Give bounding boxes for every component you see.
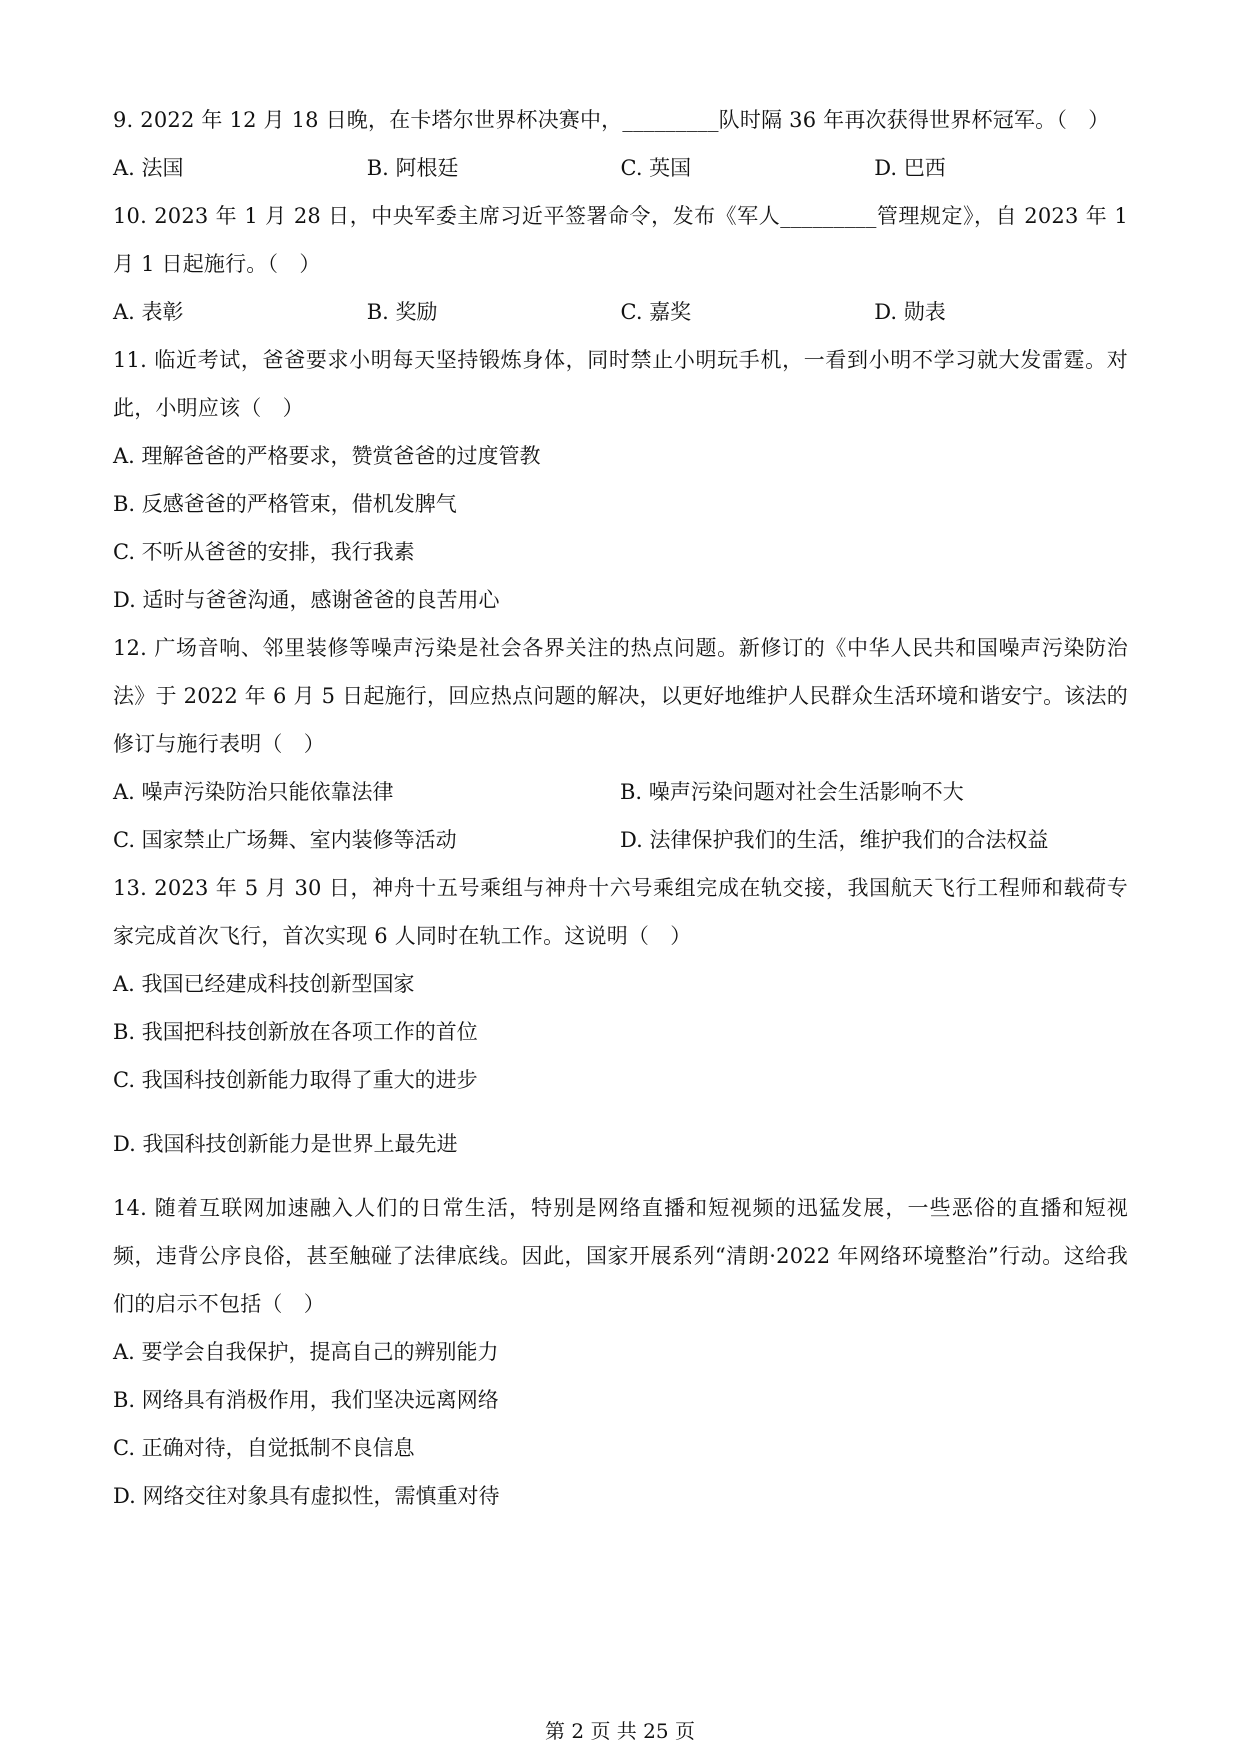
question-13-stem: 13. 2023 年 5 月 30 日，神舟十五号乘组与神舟十六号乘组完成在轨交接，我国航天飞行工程师和载荷专家完成首次飞行，首次实现 6 人同时在轨工作。这说明（ ） — [113, 876, 1128, 948]
question-10-option-b: B. 奖励 — [366, 300, 438, 324]
question-9-option-a: A. 法国 — [113, 156, 184, 180]
question-12-options-row-1 — [113, 768, 1128, 816]
question-13-option-c: C. 我国科技创新能力取得了重大的进步 — [113, 1068, 478, 1092]
page-number-footer: 第 2 页 共 25 页 — [545, 1719, 695, 1743]
spacer — [113, 1104, 1128, 1120]
question-11-option-d: D. 适时与爸爸沟通，感谢爸爸的良苦用心 — [113, 588, 500, 612]
question-14-option-a: A. 要学会自我保护，提高自己的辨别能力 — [113, 1340, 499, 1364]
question-12-options-row-2 — [113, 816, 1128, 864]
spacer — [113, 1168, 1128, 1184]
question-10-option-a: A. 表彰 — [113, 300, 184, 324]
question-13-option-d: D. 我国科技创新能力是世界上最先进 — [113, 1132, 458, 1156]
question-13-option-b: B. 我国把科技创新放在各项工作的首位 — [113, 1020, 478, 1044]
exam-page-content — [113, 96, 1128, 1520]
question-9-option-d: D. 巴西 — [874, 156, 946, 180]
question-14-option-c: C. 正确对待，自觉抵制不良信息 — [113, 1436, 415, 1460]
question-9-option-c: C. 英国 — [620, 156, 692, 180]
question-13-option-a: A. 我国已经建成科技创新型国家 — [113, 972, 415, 996]
question-11-stem: 11. 临近考试，爸爸要求小明每天坚持锻炼身体，同时禁止小明玩手机，一看到小明不学习就大发雷霆。对此，小明应该（ ） — [113, 348, 1128, 420]
question-9-option-b: B. 阿根廷 — [366, 156, 459, 180]
question-12-option-b: B. 噪声污染问题对社会生活影响不大 — [620, 780, 964, 804]
question-12-option-c: C. 国家禁止广场舞、室内装修等活动 — [113, 828, 457, 852]
question-11-option-a: A. 理解爸爸的严格要求，赞赏爸爸的过度管教 — [113, 444, 541, 468]
question-10-options — [113, 288, 1128, 336]
question-12-option-d: D. 法律保护我们的生活，维护我们的合法权益 — [620, 828, 1049, 852]
question-14-stem: 14. 随着互联网加速融入人们的日常生活，特别是网络直播和短视频的迅猛发展，一些恶俗的直播和短视频，违背公序良俗，甚至触碰了法律底线。因此，国家开展系列“清朗·2022 年网络环境整治”行动。这给我们的启示不包括（ ） — [113, 1196, 1128, 1316]
question-10-option-c: C. 嘉奖 — [620, 300, 692, 324]
question-12-option-a: A. 噪声污染防治只能依靠法律 — [113, 780, 394, 804]
question-9-options — [113, 144, 1128, 192]
question-9-stem: 9. 2022 年 12 月 18 日晚，在卡塔尔世界杯决赛中，_________队时隔 36 年再次获得世界杯冠军。（ ） — [113, 108, 1110, 132]
question-11-option-c: C. 不听从爸爸的安排，我行我素 — [113, 540, 415, 564]
question-11-option-b: B. 反感爸爸的严格管束，借机发脾气 — [113, 492, 457, 516]
question-10-stem: 10. 2023 年 1 月 28 日，中央军委主席习近平签署命令，发布《军人_________管理规定》，自 2023 年 1 月 1 日起施行。（ ） — [113, 204, 1128, 276]
question-12-stem: 12. 广场音响、邻里装修等噪声污染是社会各界关注的热点问题。新修订的《中华人民共和国噪声污染防治法》于 2022 年 6 月 5 日起施行，回应热点问题的解决，以更好地维护人民群众生活环境和谐安宁。该法的修订与施行表明（ ） — [113, 636, 1128, 756]
question-14-option-d: D. 网络交往对象具有虚拟性，需慎重对待 — [113, 1484, 500, 1508]
question-14-option-b: B. 网络具有消极作用，我们坚决远离网络 — [113, 1388, 499, 1412]
question-10-option-d: D. 勋表 — [874, 300, 946, 324]
